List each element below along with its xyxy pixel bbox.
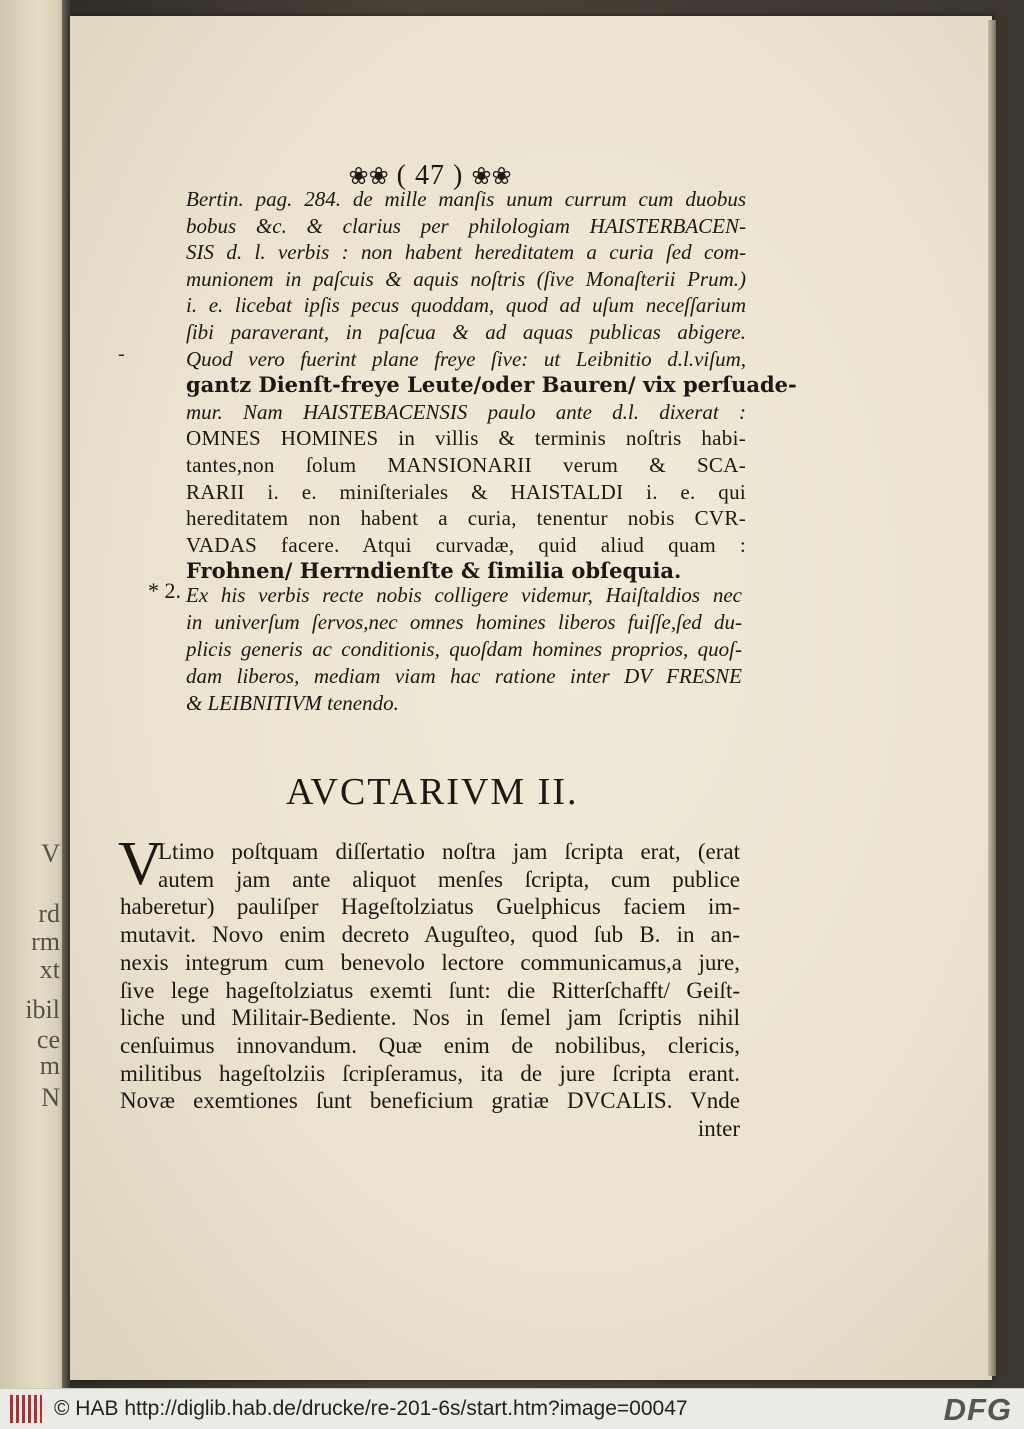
- footnote-line-roman: tantes,non ſolum MANSIONARII verum & SCA-: [186, 452, 746, 477]
- footnote-line: Ex his verbis recte nobis colligere videmur, Haiſtaldios nec: [186, 583, 742, 607]
- footnote-line: in univerſum ſervos,nec omnes homines liberos fuiſſe,ſed du-: [186, 610, 742, 634]
- body-line: Ltimo poſtquam diſſertatio noſtra jam ſcripta erat, (erat: [158, 839, 740, 864]
- footnote-line-roman: OMNES HOMINES in villis & terminis noſtris habi-: [186, 426, 746, 451]
- body-line: cenſuimus innovandum. Quæ enim de nobilibus, clericis,: [120, 1032, 740, 1058]
- footnote-line: & LEIBNITIVM tenendo.: [186, 691, 399, 715]
- footnote-line: dam liberos, mediam viam hac ratione inter DV FRESNE: [186, 664, 742, 688]
- body-line: nexis integrum cum benevolo lectore communicamus,a jure,: [120, 949, 740, 975]
- section-title: AVCTARIVM II.: [286, 771, 579, 813]
- footnote-marker: * 2.: [148, 578, 181, 603]
- footnote-continuation: [186, 186, 797, 585]
- footnote-line: bobus &c. & clarius per philologiam HAISTERBACEN-: [186, 213, 746, 238]
- body-line: liche und Militair-Bediente. Nos in ſemel jam ſcriptis nihil: [120, 1005, 740, 1031]
- footnote-line-roman: hereditatem non habent a curia, tenentur nobis CVR-: [186, 506, 746, 531]
- footnote-line-roman: RARII i. e. miniſteriales & HAISTALDI i. e. qui: [186, 479, 746, 504]
- prev-page-fragment: ce: [36, 1025, 60, 1054]
- body-line: autem jam ante aliquot menſes ſcripta, cum publice: [158, 866, 740, 892]
- page-right-edge: [988, 20, 996, 1376]
- footnote-line: Bertin. pag. 284. de mille manſis unum currum cum duobus: [186, 187, 746, 211]
- catchword: inter: [697, 1116, 740, 1142]
- ornament-left-icon: ❀❀: [348, 164, 389, 190]
- footnote-line: SIS d. l. verbis : non habent hereditatem a curia ſed com-: [186, 240, 746, 265]
- footnote-line-blackletter: gantz Dienſt-freye Leute/oder Bauren/ vix perſuade-: [186, 372, 797, 398]
- page-number: ( 47 ): [396, 160, 464, 191]
- body-line: haberetur) pauliſper Hageſtolziatus Guelphicus faciem im-: [120, 894, 740, 920]
- prev-page-fragment: N: [41, 1083, 60, 1112]
- footnote-line: i. e. licebat ipſis pecus quoddam, quod ad uſum neceſſarium: [186, 293, 746, 318]
- prev-page-fragment: xt: [39, 955, 60, 984]
- previous-page-strip: [0, 0, 68, 1388]
- barcode-icon: [10, 1395, 42, 1423]
- body-paragraph: [118, 830, 740, 1143]
- body-line: mutavit. Novo enim decreto Auguſteo, quod ſub B. in an-: [120, 922, 740, 948]
- body-line: Novæ exemtiones ſunt beneficium gratiæ DVCALIS. Vnde: [120, 1088, 740, 1114]
- margin-mark: -: [118, 343, 125, 365]
- footnote-line-blackletter: Frohnen/ Herrndienſte & ſimilia obſequia.: [186, 558, 682, 584]
- footnote-line-roman: VADAS facere. Atqui curvadæ, quid aliud quam :: [186, 532, 746, 557]
- viewer-footer: [0, 1388, 1024, 1429]
- dfg-logo: DFG: [943, 1392, 1012, 1427]
- ornament-right-icon: ❀❀: [471, 164, 512, 190]
- footnote-line: plicis generis ac conditionis, quoſdam homines proprios, quoſ-: [186, 637, 742, 661]
- prev-page-fragment: m: [39, 1051, 60, 1080]
- prev-page-fragment: rm: [31, 927, 60, 956]
- footnote-line: munionem in paſcuis & aquis noſtris (ſive Monaſterii Prum.): [186, 266, 746, 291]
- footnote-line: mur. Nam HAISTEBACENSIS paulo ante d.l. dixerat :: [186, 399, 746, 424]
- source-link[interactable]: © HAB http://diglib.hab.de/drucke/re-201-6s/start.htm?image=00047: [54, 1397, 688, 1420]
- prev-page-fragment: V: [41, 839, 60, 868]
- body-line: militibus hageſtolziis ſcripſeramus, ita de jure ſcripta erant.: [120, 1060, 740, 1086]
- footnote-2: [186, 582, 742, 717]
- prev-page-fragment: rd: [38, 899, 60, 928]
- prev-page-fragment: ibil: [25, 995, 60, 1024]
- footnote-line: ſibi paraverant, in paſcua & ad aquas publicas abigere.: [186, 319, 746, 344]
- drop-cap: V: [118, 830, 163, 898]
- footnote-line: Quod vero fuerint plane freye ſive: ut Leibnitio d.l.viſum,: [186, 346, 746, 371]
- body-line: ſive lege hageſtolziatus exemti ſunt: die Ritterſchafft/ Geiſt-: [120, 977, 740, 1003]
